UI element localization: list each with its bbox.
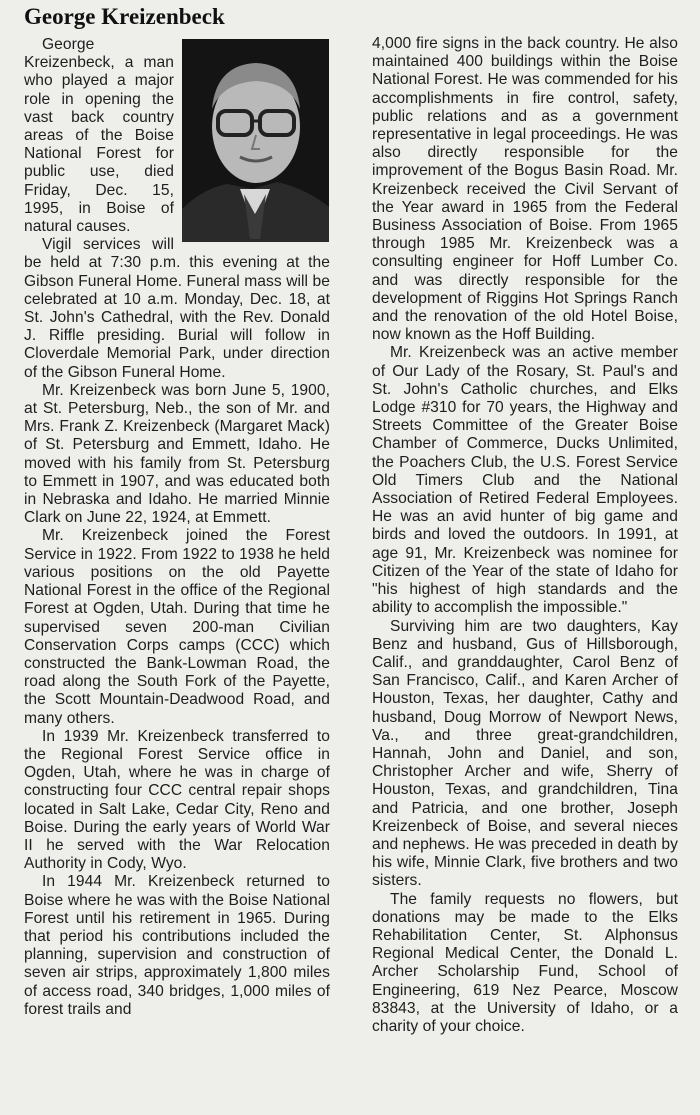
paragraph-death-notice: George Kreizenbeck, a man who played a major role in opening the vast back country areas of the Boise National Forest for public use, died Friday, Dec. 15, 1995, in Boise of natural causes.: [24, 36, 330, 236]
paragraph-accomplishments: 4,000 fire signs in the back country. He also maintained 400 buildings within the Boise National Forest. He was commended for his accomplishments in fire control, safety, public relations and as a government representative in legal proceedings. He was also directly responsible for the improvement of the Bogus Basin Road. Mr. Kreizenbeck received the Civil Servant of the Year award in 1965 from the Federal Business Association of Boise. From 1965 through 1985 Mr. Kreizenbeck was a consulting engineer for Hoff Lumber Co. and was directly responsible for the development of Riggins Hot Springs Ranch and the renovation of the old Hotel Boise, now known as the Hoff Building.: [372, 35, 678, 344]
paragraph-return-boise: In 1944 Mr. Kreizenbeck returned to Boise where he was with the Boise National Forest until his retirement in 1965. During that period his contributions included the planning, supervision and construction of seven air strips, approximately 1,800 miles of access road, 340 bridges, 1,000 miles of forest trails and: [24, 873, 330, 1018]
paragraph-birth: Mr. Kreizenbeck was born June 5, 1900, at St. Petersburg, Neb., the son of Mr. and Mrs. Frank Z. Kreizenbeck (Margaret Mack) of St. Petersburg and Emmett, Idaho. He moved with his family from St. Petersburg to Emmett in 1907, and was educated both in Nebraska and Idaho. He married Minnie Clark on June 22, 1924, at Emmett.: [24, 381, 330, 527]
left-column: [24, 36, 330, 1019]
right-column: [372, 35, 678, 1036]
paragraph-survivors: Surviving him are two daughters, Kay Benz and husband, Gus of Hillsborough, Calif., and granddaughter, Carol Benz of San Francisco, Calif., and Karen Archer of Houston, Texas, her daughter, Cathy and husband, Doug Morrow of Newport News, Va., and three great-grandchildren, Hannah, John and Daniel, and son, Christopher Archer and wife, Sherry of Houston, Texas, and grandchildren, Tina and Patricia, and one brother, Joseph Kreizenbeck of Boise, and several nieces and nephews. He was preceded in death by his wife, Minnie Clark, five brothers and two sisters.: [372, 617, 678, 890]
paragraph-memberships: Mr. Kreizenbeck was an active member of Our Lady of the Rosary, St. Paul's and St. John's Catholic churches, and Elks Lodge #310 for 70 years, the Highway and Streets Committee of the Greater Boise Chamber of Commerce, Ducks Unlimited, the Poachers Club, the U.S. Forest Service Old Timers Club and the National Association of Retired Federal Employees. He was an avid hunter of big game and birds and loved the outdoors. In 1991, at age 91, Mr. Kreizenbeck was nominee for Citizen of the Year of the state of Idaho for "his highest of high standards and the ability to accomplish the impossible.": [372, 344, 678, 617]
paragraph-services: Vigil services will be held at 7:30 p.m. this evening at the Gibson Funeral Home. Funeral mass will be celebrated at 10 a.m. Monday, Dec. 18, at St. John's Cathedral, with the Rev. Donald J. Riffle presiding. Burial will follow in Cloverdale Memorial Park, under direction of the Gibson Funeral Home.: [24, 236, 330, 381]
obituary-headline: George Kreizenbeck: [24, 4, 225, 29]
paragraph-donations: The family requests no flowers, but donations may be made to the Elks Rehabilitation Center, St. Alphonsus Regional Medical Center, the Donald L. Archer Scholarship Fund, School of Engineering, 619 Nez Pearce, Moscow 83843, at the University of Idaho, or a charity of your choice.: [372, 890, 678, 1035]
paragraph-forest-service: Mr. Kreizenbeck joined the Forest Service in 1922. From 1922 to 1938 he held various positions on the old Payette National Forest in the office of the Regional Forest at Ogden, Utah. During that time he supervised seven 200-man Civilian Conservation Corps camps (CCC) which constructed the Bank-Lowman Road, the road along the South Fork of the Payette, the Scott Mountain-Deadwood Road, and many others.: [24, 527, 330, 727]
paragraph-transfer: In 1939 Mr. Kreizenbeck transferred to the Regional Forest Service office in Ogden, Utah, where he was in charge of constructing four CCC central repair shops located in Salt Lake, Cedar City, Reno and Boise. During the early years of World War II he served with the War Relocation Authority in Cody, Wyo.: [24, 727, 330, 873]
portrait-photo: [182, 39, 329, 242]
